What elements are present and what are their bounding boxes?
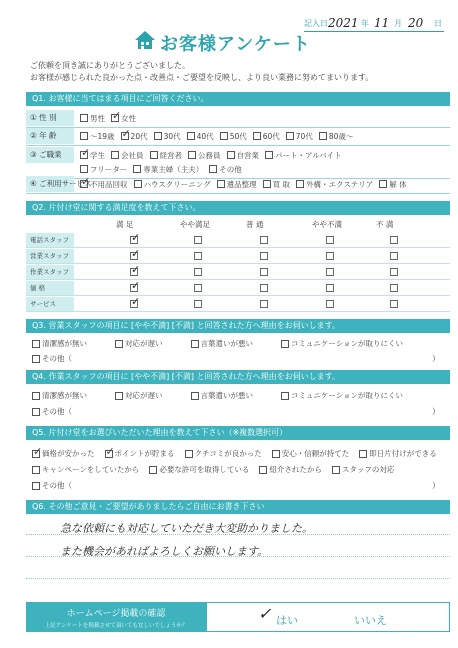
q6-heading: Q6. その他ご意見・ご要望がありましたらご自由にお書き下さい: [26, 500, 450, 514]
q4-option-label: コミュニケーションが取りにくい: [291, 391, 404, 400]
q1-option-checkbox[interactable]: [80, 151, 88, 159]
q1-option-label: 男性: [90, 113, 105, 123]
q1-option-checkbox[interactable]: [80, 132, 88, 140]
q1-option[interactable]: [263, 179, 290, 190]
q4-other-label: その他（: [42, 407, 72, 416]
q5-option[interactable]: [149, 464, 249, 475]
satisfaction-table: [26, 217, 450, 319]
q1-option-label: 外構・エクステリア: [306, 179, 374, 189]
q2-row-label: 作業スタッフ: [26, 265, 74, 279]
q3-option[interactable]: [115, 338, 163, 349]
q4-options: [26, 390, 450, 401]
q1-option-label: 50代: [229, 131, 247, 141]
q2-choice-checkbox[interactable]: [390, 284, 398, 292]
q2-row-label: 価 格: [26, 281, 74, 295]
year-unit: 年: [361, 19, 369, 28]
q5-option[interactable]: [259, 464, 322, 475]
homepage-yes-option[interactable]: はい: [276, 614, 298, 627]
q2-divider: [26, 247, 450, 248]
q5-option[interactable]: [32, 448, 95, 459]
page-title: お客様アンケート: [160, 34, 311, 55]
q5-option-label: 価格が安かった: [42, 449, 95, 458]
q4-heading: Q4. 作業スタッフの項目に [やや不満] [不満] と回答された方へ理由をお伺いします。: [26, 370, 450, 384]
q6-comment-line-2[interactable]: また機会があればよろしくお願いします。: [60, 545, 269, 558]
q1-option-label: 20代: [130, 131, 148, 141]
q4-option[interactable]: [191, 390, 254, 401]
q2-divider: [26, 279, 450, 280]
q5-other-close: ）: [432, 481, 440, 490]
q1-option-label: 経営者: [159, 150, 182, 160]
q2-heading: Q2. 片付け堂に関する満足度を教えて下さい。: [26, 201, 450, 215]
q1-option[interactable]: [265, 150, 342, 161]
day-unit: 日: [434, 19, 442, 28]
q5-option[interactable]: [32, 464, 139, 475]
homepage-no-option[interactable]: いいえ: [354, 614, 387, 627]
q2-choice-checkbox[interactable]: [194, 300, 202, 308]
q1-option-label: 会社員: [121, 150, 144, 160]
q1-option-checkbox[interactable]: [187, 132, 195, 140]
q5-option[interactable]: [105, 448, 175, 459]
q4-option-label: 言葉遣いが悪い: [200, 391, 253, 400]
q1-option[interactable]: [80, 179, 128, 190]
q1-option-label: 公務員: [198, 150, 221, 160]
q5-option-label: スタッフの対応: [341, 465, 395, 474]
q1-option-label: ハウスクリーニング: [143, 179, 211, 189]
q5-option-checkbox[interactable]: [32, 466, 40, 474]
q5-option-label: ポイントが貯まる: [114, 449, 175, 458]
q4-option-label: 対応が遅い: [125, 391, 163, 400]
month-unit: 月: [394, 19, 402, 28]
q6-comment-line-1[interactable]: 急な依頼にも対応していただき大変助かりました。: [60, 522, 313, 535]
q1-option-label: その他: [219, 164, 242, 174]
q1-divider: [26, 193, 450, 194]
q3-option-label: 対応が遅い: [125, 339, 163, 348]
homepage-answer-area: [206, 602, 450, 632]
q2-choice-checkbox[interactable]: [130, 236, 138, 244]
q3-other-close: ）: [432, 354, 440, 363]
q5-option[interactable]: [185, 448, 262, 459]
q1-option-label: 自営業: [236, 150, 259, 160]
q1-option[interactable]: [154, 131, 181, 142]
homepage-confirm-title: ホームページ掲載の確認: [66, 609, 166, 619]
q3-option[interactable]: [32, 338, 87, 349]
q1-option-checkbox[interactable]: [227, 151, 235, 159]
q3-options: [26, 338, 450, 349]
q2-column-header: 普 通: [246, 220, 264, 229]
q3-option[interactable]: [191, 338, 254, 349]
q2-choice-checkbox[interactable]: [260, 284, 268, 292]
q1-option[interactable]: [134, 179, 211, 190]
q5-option[interactable]: [332, 464, 395, 475]
q4-option[interactable]: [115, 390, 163, 401]
q6-line-3: [26, 578, 450, 579]
q1-option-checkbox[interactable]: [296, 180, 304, 188]
q1-option-label: 40代: [196, 131, 214, 141]
q1-option[interactable]: [286, 131, 313, 142]
q1-option[interactable]: [227, 150, 260, 161]
q1-option-checkbox[interactable]: [111, 114, 119, 122]
q2-choice-checkbox[interactable]: [260, 268, 268, 276]
q5-option-checkbox[interactable]: [332, 466, 340, 474]
q2-column-header: やや不満: [312, 220, 342, 229]
q1-option-label: 遺品整理: [226, 179, 257, 189]
q5-option-checkbox[interactable]: [105, 450, 113, 458]
q3-heading: Q3. 営業スタッフの項目に [やや不満] [不満] と回答された方へ理由をお伺いします。: [26, 319, 450, 333]
q2-choice-checkbox[interactable]: [130, 284, 138, 292]
q1-option-label: フリーター: [90, 164, 128, 174]
q1-option-checkbox[interactable]: [188, 151, 196, 159]
q2-choice-checkbox[interactable]: [326, 284, 334, 292]
q1-option[interactable]: [150, 150, 183, 161]
q2-choice-checkbox[interactable]: [390, 236, 398, 244]
q1-option-label: 80歳～: [328, 131, 354, 141]
q1-option[interactable]: [319, 131, 354, 142]
q1-option-checkbox[interactable]: [253, 132, 261, 140]
q1-option[interactable]: [217, 179, 257, 190]
q5-options-row-1: [26, 448, 450, 459]
q3-option-label: 清潔感が無い: [42, 339, 87, 348]
q1-option-checkbox[interactable]: [319, 132, 327, 140]
q1-option-checkbox[interactable]: [134, 180, 142, 188]
q1-option-checkbox[interactable]: [154, 132, 162, 140]
q2-column-header: やや満足: [180, 220, 210, 229]
q1-option[interactable]: [121, 131, 148, 142]
logo-icon: [134, 30, 156, 50]
q2-choice-checkbox[interactable]: [194, 268, 202, 276]
q5-option-label: 安心・信頼が持てた: [281, 449, 350, 458]
q1-option-label: 専業主婦（主夫）: [143, 164, 204, 174]
q3-option-checkbox[interactable]: [191, 340, 199, 348]
q1-option[interactable]: [188, 150, 221, 161]
q5-option-checkbox[interactable]: [32, 450, 40, 458]
q4-option-checkbox[interactable]: [115, 392, 123, 400]
q1-option-checkbox[interactable]: [220, 132, 228, 140]
date-underline: [304, 31, 444, 32]
q1-option[interactable]: [80, 164, 127, 175]
q3-option[interactable]: [281, 338, 403, 349]
q2-row-label: 営業スタッフ: [26, 249, 74, 263]
q4-option[interactable]: [281, 390, 403, 401]
q1-heading: Q1. お客様に当てはまる項目にご回答ください。: [26, 92, 450, 106]
homepage-confirm-subtitle: 上記アンケートを掲載させて頂いても宜しいでしょうか？: [44, 623, 188, 629]
q1-option[interactable]: [80, 131, 115, 142]
q5-option-checkbox[interactable]: [185, 450, 193, 458]
q1-row: [26, 110, 450, 126]
q5-option-checkbox[interactable]: [259, 466, 267, 474]
q2-column-header: 不 満: [376, 220, 394, 229]
q5-options-row-2: [26, 464, 450, 475]
q3-option-label: 言葉遣いが悪い: [200, 339, 253, 348]
q3-other-checkbox[interactable]: [32, 355, 40, 363]
q3-option-checkbox[interactable]: [115, 340, 123, 348]
q1-option[interactable]: [379, 179, 406, 190]
q2-choice-checkbox[interactable]: [390, 300, 398, 308]
q5-option-checkbox[interactable]: [359, 450, 367, 458]
q2-divider: [26, 311, 450, 312]
q1-option-checkbox[interactable]: [217, 180, 225, 188]
q4-option-label: 清潔感が無い: [42, 391, 87, 400]
q5-other-checkbox[interactable]: [32, 482, 40, 490]
date-day: 20: [408, 16, 424, 30]
q1-option-label: ～19歳: [90, 131, 115, 141]
q1-option-label: 解 体: [389, 179, 407, 189]
q2-column-header: 満 足: [116, 220, 134, 229]
q1-row-label: ① 性 別: [26, 110, 74, 126]
q2-divider: [26, 295, 450, 296]
q1-option[interactable]: [133, 164, 203, 175]
q1-option-label: 不用品回収: [90, 179, 128, 189]
q2-choice-checkbox[interactable]: [326, 300, 334, 308]
q1-option-label: 学生: [90, 150, 105, 160]
q5-option-label: クチコミが良かった: [194, 449, 262, 458]
q2-choice-checkbox[interactable]: [326, 236, 334, 244]
q1-option-checkbox[interactable]: [80, 114, 88, 122]
q5-other-row: [26, 480, 450, 491]
q1-option-label: 70代: [295, 131, 313, 141]
q2-choice-checkbox[interactable]: [390, 252, 398, 260]
q2-choice-checkbox[interactable]: [326, 252, 334, 260]
q2-choice-checkbox[interactable]: [390, 268, 398, 276]
q1-option-label: 30代: [163, 131, 181, 141]
q1-row-label: ② 年 齢: [26, 128, 74, 144]
q1-option-checkbox[interactable]: [265, 151, 273, 159]
q5-option-label: 紹介されたから: [269, 465, 322, 474]
q1-row-label: ④ ご利用サービス: [26, 176, 74, 192]
date-month: 11: [374, 16, 390, 30]
q4-other-row: [26, 406, 450, 417]
date-label: 記入日: [304, 19, 328, 28]
q4-option-checkbox[interactable]: [32, 392, 40, 400]
q3-other-row: [26, 353, 450, 364]
q1-option[interactable]: [296, 179, 373, 190]
q4-option-checkbox[interactable]: [191, 392, 199, 400]
survey-sheet: [4, 4, 452, 644]
q1-option[interactable]: [80, 113, 105, 124]
q1-option-checkbox[interactable]: [80, 180, 88, 188]
q2-choice-checkbox[interactable]: [260, 236, 268, 244]
homepage-confirm-panel: [26, 602, 206, 632]
q2-choice-checkbox[interactable]: [130, 300, 138, 308]
q5-option[interactable]: [272, 448, 350, 459]
q5-option-label: 即日片付けができる: [369, 449, 437, 458]
q2-divider: [26, 263, 450, 264]
q1-option-checkbox[interactable]: [111, 151, 119, 159]
yes-check-mark: ✓: [258, 604, 272, 623]
q2-choice-checkbox[interactable]: [194, 284, 202, 292]
q1-option[interactable]: [111, 113, 136, 124]
q1-row: [26, 128, 450, 144]
q1-row: [26, 176, 450, 192]
q1-option[interactable]: [111, 150, 144, 161]
q5-other-label: その他（: [42, 481, 72, 490]
intro-line-2: お客様が感じられた良かった点・改善点・ご要望を反映し、より良い業務に努めてまいります。: [30, 73, 374, 82]
q1-option-checkbox[interactable]: [286, 132, 294, 140]
q2-choice-checkbox[interactable]: [194, 236, 202, 244]
q5-option-checkbox[interactable]: [272, 450, 280, 458]
q4-option-checkbox[interactable]: [281, 392, 289, 400]
q2-row-label: 電話スタッフ: [26, 233, 74, 247]
q1-option[interactable]: [220, 131, 247, 142]
q1-option-label: 60代: [262, 131, 280, 141]
q1-option-label: 買 取: [272, 179, 291, 189]
q3-option-checkbox[interactable]: [32, 340, 40, 348]
q4-other-checkbox[interactable]: [32, 408, 40, 416]
q1-option-checkbox[interactable]: [209, 165, 217, 173]
q1-row-label: ③ ご職業: [26, 147, 74, 163]
q5-option-checkbox[interactable]: [149, 466, 157, 474]
q2-choice-checkbox[interactable]: [194, 252, 202, 260]
intro-line-1: ご依頼を頂き誠にありがとうございました。: [30, 61, 190, 70]
q1-option-checkbox[interactable]: [379, 180, 387, 188]
q1-option[interactable]: [187, 131, 214, 142]
q1-option[interactable]: [253, 131, 280, 142]
q1-option-checkbox[interactable]: [80, 165, 88, 173]
q3-option-label: コミュニケーションが取りにくい: [291, 339, 404, 348]
q1-row-label: [26, 161, 74, 177]
q5-option-label: キャンペーンをしていたから: [42, 465, 140, 474]
q1-option-checkbox[interactable]: [150, 151, 158, 159]
q3-other-label: その他（: [42, 354, 72, 363]
q4-other-close: ）: [432, 407, 440, 416]
q5-option[interactable]: [359, 448, 437, 459]
q2-choice-checkbox[interactable]: [130, 268, 138, 276]
q1-option-checkbox[interactable]: [121, 132, 129, 140]
q1-option-label: 女性: [121, 113, 136, 123]
q2-row-label: サービス: [26, 297, 74, 311]
q2-choice-checkbox[interactable]: [130, 252, 138, 260]
q1-option-checkbox[interactable]: [133, 165, 141, 173]
q2-choice-checkbox[interactable]: [260, 252, 268, 260]
date-year: 2021: [328, 16, 359, 30]
q1-option[interactable]: [209, 164, 242, 175]
q1-option-checkbox[interactable]: [263, 180, 271, 188]
q5-heading: Q5. 片付け堂をお選びいただいた理由を教えて下さい（※複数選択可）: [26, 426, 450, 440]
q1-option[interactable]: [80, 150, 105, 161]
q2-choice-checkbox[interactable]: [260, 300, 268, 308]
q4-option[interactable]: [32, 390, 87, 401]
q3-option-checkbox[interactable]: [281, 340, 289, 348]
q1-option-label: パート・アルバイト: [275, 150, 342, 160]
q5-option-label: 必要な許可を取得している: [159, 465, 250, 474]
q2-choice-checkbox[interactable]: [326, 268, 334, 276]
